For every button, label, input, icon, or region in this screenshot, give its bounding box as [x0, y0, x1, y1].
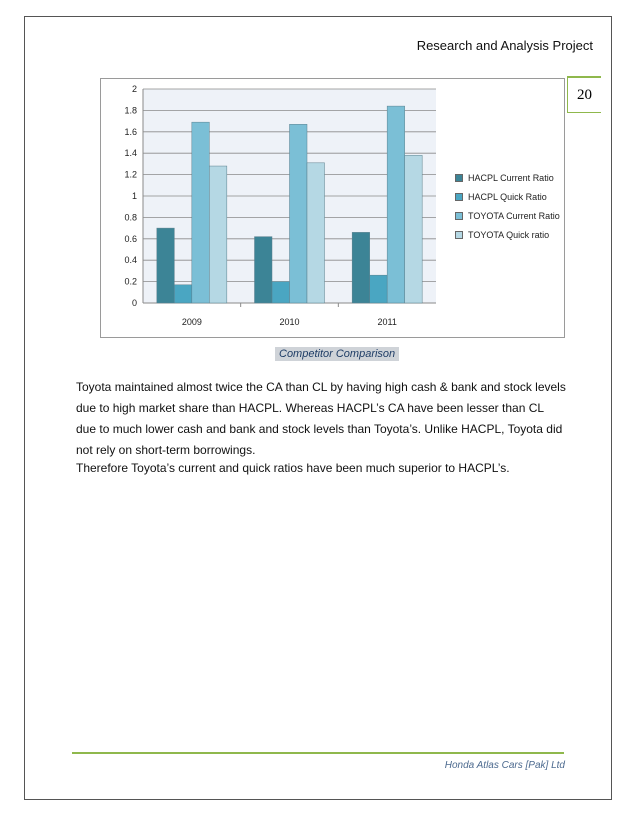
bar-toyota-quick-ratio-2011 [405, 155, 423, 303]
y-tick-label: 0.2 [124, 276, 137, 287]
y-tick-label: 1.2 [124, 169, 137, 180]
y-tick-label: 0.4 [124, 255, 137, 266]
y-tick-label: 0.6 [124, 233, 137, 244]
bar-toyota-current-ratio-2011 [387, 106, 405, 303]
footer-rule [72, 752, 564, 754]
legend-item [455, 226, 560, 244]
legend-item [455, 188, 560, 206]
legend-label: HACPL Current Ratio [468, 173, 554, 183]
legend-label: TOYOTA Current Ratio [468, 211, 560, 221]
bar-hacpl-current-ratio-2010 [255, 237, 273, 303]
y-tick-label: 0 [131, 298, 137, 308]
bar-toyota-quick-ratio-2010 [307, 163, 325, 303]
bar-toyota-current-ratio-2009 [192, 122, 210, 303]
legend-swatch [455, 231, 463, 239]
bar-hacpl-quick-ratio-2009 [174, 285, 192, 303]
bar-toyota-current-ratio-2010 [290, 124, 308, 303]
legend-label: TOYOTA Quick ratio [468, 230, 550, 240]
legend-swatch [455, 212, 463, 220]
y-tick-label: 1.8 [124, 105, 137, 116]
y-tick-label: 2 [131, 84, 137, 94]
x-tick-label: 2009 [181, 317, 202, 327]
chart-legend [455, 169, 560, 245]
y-tick-label: 1.6 [124, 126, 137, 137]
body-paragraph-1: Toyota maintained almost twice the CA than CL by having high cash & bank and stock levels due to high market share than HACPL. Whereas HACPL’s CA have been lesser than CL due to much lower cash and bank and stock levels than Toyota’s. Unlike HACPL, Toyota did not rely on short-term borrowings. [76, 380, 566, 457]
header-title: Research and Analysis Project [416, 38, 593, 53]
legend-swatch [455, 174, 463, 182]
y-tick-label: 0.8 [124, 212, 137, 223]
bar-toyota-quick-ratio-2009 [209, 166, 227, 303]
figure-caption: Competitor Comparison [275, 347, 399, 361]
bar-hacpl-quick-ratio-2011 [370, 275, 388, 303]
page-number: 20 [567, 76, 601, 113]
y-tick-label: 1 [131, 191, 137, 201]
x-tick-label: 2010 [279, 317, 300, 327]
bar-hacpl-current-ratio-2009 [157, 228, 175, 303]
footer-text: Honda Atlas Cars [Pak] Ltd [444, 760, 565, 771]
body-paragraph-2: Therefore Toyota’s current and quick ratios have been much superior to HACPL’s. [76, 461, 510, 475]
y-tick-label: 1.4 [124, 148, 137, 159]
bar-hacpl-current-ratio-2011 [352, 232, 370, 303]
bar-hacpl-quick-ratio-2010 [272, 282, 290, 303]
legend-swatch [455, 193, 463, 201]
chart-frame [100, 78, 565, 338]
legend-item [455, 169, 560, 187]
legend-label: HACPL Quick Ratio [468, 192, 547, 202]
x-tick-label: 2011 [377, 317, 397, 327]
legend-item [455, 207, 560, 225]
